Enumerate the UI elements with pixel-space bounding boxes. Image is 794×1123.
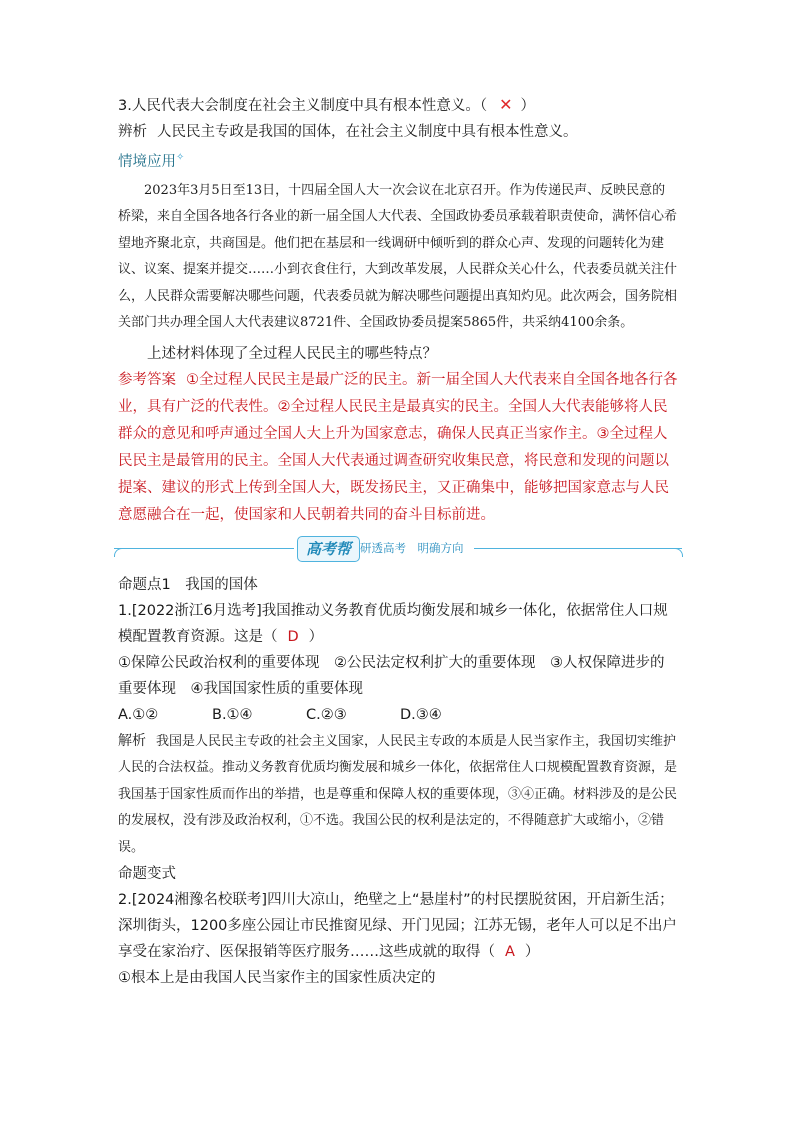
analysis-label-1: 解析 xyxy=(118,732,146,749)
scenario-label xyxy=(118,145,678,175)
reference-answer xyxy=(118,367,678,529)
question-2-close: ） xyxy=(524,944,540,961)
question-2-answer: A xyxy=(505,944,515,961)
answer-text: ①全过程人民民主是最广泛的民主。新一届全国人大代表来自全国各地各行各业，具有广泛的代表性。②全过程人民民主是最真实的民主。全国人大代表能够将人民群众的意见和呼声通过全国人大上升为国家意志，确保人民真正当家作主。③全过程人民民主是最管用的民主。全国人大代表通过调查研究收集民意，将民意和发现的问题以提案、建议的形式上传到全国人大，既发扬民主，又正确集中，能够把国家意志与人民意愿融合在一起，使国家和人民朝着共同的奋斗目标前进。 xyxy=(118,371,678,523)
question-3 xyxy=(118,92,678,119)
analysis-label: 辨析 xyxy=(118,124,147,140)
question-1-source: 1.[2022浙江6月选考] xyxy=(118,602,262,619)
option-b: B.①④ xyxy=(212,706,253,723)
option-c: C.②③ xyxy=(306,706,347,723)
question-3-analysis xyxy=(118,119,678,145)
analysis-text-1: 我国是人民民主专政的社会主义国家，人民民主专政的本质是人民当家作主，我国切实维护人民的合法权益。推动义务教育优质均衡发展和城乡一体化，依据常住人口规模配置教育资源，是我国基于国家性质而作出的举措，也是尊重和保障人权的重要体现，③④正确。材料涉及的是公民的发展权，没有涉及政治权利，①不选。我国公民的权利是法定的，不得随意扩大或缩小，②错误。 xyxy=(118,733,678,855)
document-page xyxy=(118,92,678,991)
question-3-close: ） xyxy=(520,98,535,114)
question-1-text: 我国推动义务教育优质均衡发展和城乡一体化，依据常住人口规模配置教育资源。这是（ xyxy=(118,602,668,645)
question-1-answer: D xyxy=(287,628,299,645)
scenario-label-text: 情境应用 xyxy=(118,153,176,170)
question-2-text: 四川大凉山，绝壁之上“悬崖村”的村民摆脱贫困，开启新生活；深圳街头，1200多座公园让市民推窗见绿、开门见园；江苏无锡，老年人可以足不出户享受在家治疗、医保报销等医疗服务……这些成就的取得（ xyxy=(118,892,677,961)
gaokao-subtitle: 研透高考 明确方向 xyxy=(360,540,464,555)
banner-right-cap xyxy=(672,548,683,557)
question-1-options xyxy=(118,702,678,728)
scenario-question: 上述材料体现了全过程人民民主的哪些特点？ xyxy=(147,345,437,362)
scenario-material: 2023年3月5日至13日，十四届全国人大一次会议在北京召开。作为传递民声、反映民意的桥梁，来自全国各地各行各业的新一届全国人大代表、全国政协委员承载着职责使命，满怀信心希望地齐聚北京，共商国是。他们把在基层和一线调研中倾听到的群众心声、发现的问题转化为建议、议案、提案并提交……小到衣食住行，大到改革发展，人民群众关心什么，代表委员就关注什么，人民群众需要解决哪些问题，代表委员就为解决哪些问题提出真知灼见。此次两会，国务院相关部门共办理全国人大代表建议8721件、全国政协委员提案5865件，共采纳4100余条。 xyxy=(118,182,678,331)
variant-heading: 命题变式 xyxy=(118,866,176,883)
option-d: D.③④ xyxy=(400,706,442,723)
question-3-text: 3.人民代表大会制度在社会主义制度中具有根本性意义。（ xyxy=(118,98,488,114)
question-2-source: 2.[2024湘豫名校联考] xyxy=(118,892,268,909)
topic-heading: 命题点1 我国的国体 xyxy=(118,576,258,593)
question-1-analysis xyxy=(118,728,678,862)
answer-label: 参考答案 xyxy=(118,371,176,388)
gaokao-banner xyxy=(114,532,682,566)
analysis-text: 人民民主专政是我国的国体，在社会主义制度中具有根本性意义。 xyxy=(157,124,578,140)
banner-left-cap xyxy=(114,548,125,557)
cross-mark-icon: ✕ xyxy=(499,95,513,114)
question-1-close: ） xyxy=(308,628,324,645)
question-2-statement-1: ①根本上是由我国人民当家作主的国家性质决定的 xyxy=(118,970,436,987)
gaokao-badge: 高考帮 xyxy=(297,536,360,562)
option-a: A.①② xyxy=(118,706,159,723)
question-1-statements: ①保障公民政治权利的重要体现 ②公民法定权利扩大的重要体现 ③人权保障进步的重要体现 ④我国国家性质的重要体现 xyxy=(118,654,665,697)
scenario-deco-icon: ✧ xyxy=(176,152,185,163)
banner-left-rule xyxy=(114,548,294,549)
question-1 xyxy=(118,598,678,650)
question-2 xyxy=(118,887,678,965)
banner-right-rule xyxy=(474,548,682,549)
